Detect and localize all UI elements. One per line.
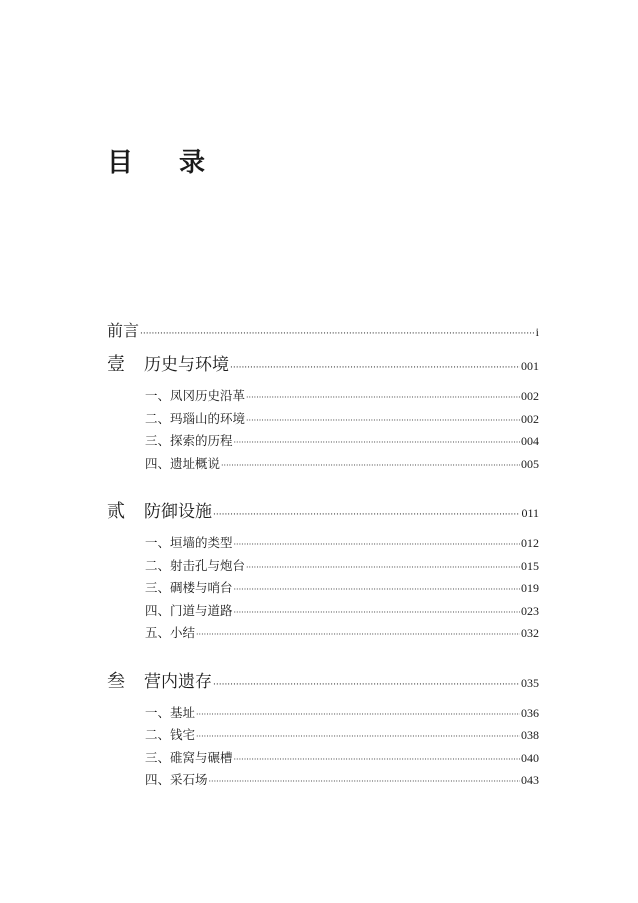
chapter-number: 叁 bbox=[107, 670, 125, 692]
dot-leader bbox=[246, 563, 520, 572]
dot-leader bbox=[221, 461, 520, 470]
section-label: 四、遗址概说 bbox=[145, 455, 221, 471]
page-number: 011 bbox=[521, 506, 539, 520]
section-label: 一、基址 bbox=[145, 704, 196, 720]
dot-leader bbox=[213, 510, 520, 520]
page-number: 035 bbox=[521, 675, 539, 690]
page-number: 038 bbox=[521, 728, 539, 742]
title-char-2: 录 bbox=[179, 148, 206, 178]
chapter-heading bbox=[107, 350, 229, 376]
toc-entry-section[interactable] bbox=[107, 386, 539, 409]
section-label: 五、小结 bbox=[145, 625, 196, 640]
section-label: 四、采石场 bbox=[145, 772, 208, 787]
page-number: 002 bbox=[521, 389, 539, 403]
page-number: 043 bbox=[521, 773, 539, 787]
entry-label: 前言 bbox=[107, 321, 140, 340]
page-number: 019 bbox=[521, 581, 539, 595]
toc-entry-section[interactable] bbox=[107, 533, 539, 556]
toc-entry-section[interactable] bbox=[107, 409, 539, 432]
toc-entry-chapter[interactable] bbox=[107, 350, 539, 380]
chapter-title: 防御设施 bbox=[144, 502, 212, 522]
section-label: 二、钱宅 bbox=[145, 727, 196, 742]
chapter-title: 营内遗存 bbox=[144, 671, 212, 692]
dot-leader bbox=[209, 777, 520, 786]
dot-leader bbox=[196, 732, 520, 741]
chapter-heading bbox=[107, 667, 212, 693]
section-label: 二、玛瑙山的环境 bbox=[145, 410, 246, 426]
section-label: 一、垣墙的类型 bbox=[145, 535, 233, 550]
dot-leader bbox=[230, 363, 520, 373]
section-label: 三、探索的历程 bbox=[145, 433, 233, 448]
dot-leader bbox=[234, 540, 520, 549]
page-number: 002 bbox=[521, 411, 539, 426]
section-label: 三、碓窝与碾槽 bbox=[145, 749, 233, 765]
chapter-number: 壹 bbox=[107, 354, 125, 375]
toc-entry-preface[interactable] bbox=[107, 318, 539, 344]
page-number: i bbox=[535, 325, 539, 339]
page-number: 040 bbox=[521, 750, 539, 765]
toc-entry-section[interactable] bbox=[107, 770, 539, 793]
section-label: 一、凤冈历史沿革 bbox=[145, 388, 246, 403]
dot-leader bbox=[196, 630, 520, 639]
page-number: 036 bbox=[521, 705, 539, 720]
page-number: 012 bbox=[521, 536, 539, 550]
page-number: 023 bbox=[521, 603, 539, 618]
dot-leader bbox=[246, 393, 520, 402]
dot-leader bbox=[246, 416, 520, 425]
toc-entry-section[interactable] bbox=[107, 431, 539, 454]
title-char-1: 目 bbox=[107, 148, 134, 178]
toc-entry-section[interactable] bbox=[107, 556, 539, 579]
chapter-heading bbox=[107, 497, 212, 523]
chapter-number: 贰 bbox=[107, 501, 125, 522]
dot-leader bbox=[140, 329, 535, 339]
dot-leader bbox=[234, 608, 520, 617]
section-label: 三、碉楼与哨台 bbox=[145, 580, 233, 595]
chapter-title: 历史与环境 bbox=[144, 355, 229, 375]
page-number: 015 bbox=[521, 558, 539, 573]
toc-entry-section[interactable] bbox=[107, 703, 539, 726]
toc-entry-section[interactable] bbox=[107, 601, 539, 624]
page-number: 001 bbox=[521, 359, 539, 373]
dot-leader bbox=[234, 585, 520, 594]
dot-leader bbox=[196, 710, 520, 719]
page-number: 032 bbox=[521, 626, 539, 640]
section-label: 四、门道与道路 bbox=[145, 602, 233, 618]
toc-entry-section[interactable] bbox=[107, 578, 539, 601]
toc-entry-section[interactable] bbox=[107, 725, 539, 748]
toc-entry-chapter[interactable] bbox=[107, 497, 539, 527]
page-number: 004 bbox=[521, 434, 539, 448]
page-title bbox=[107, 148, 205, 178]
page-number: 005 bbox=[521, 456, 539, 471]
dot-leader bbox=[234, 755, 520, 764]
table-of-contents bbox=[107, 318, 539, 793]
section-label: 二、射击孔与炮台 bbox=[145, 557, 246, 573]
toc-entry-chapter[interactable] bbox=[107, 667, 539, 697]
toc-entry-section[interactable] bbox=[107, 748, 539, 771]
dot-leader bbox=[213, 680, 520, 690]
toc-entry-section[interactable] bbox=[107, 623, 539, 646]
toc-entry-section[interactable] bbox=[107, 454, 539, 477]
dot-leader bbox=[234, 438, 520, 447]
